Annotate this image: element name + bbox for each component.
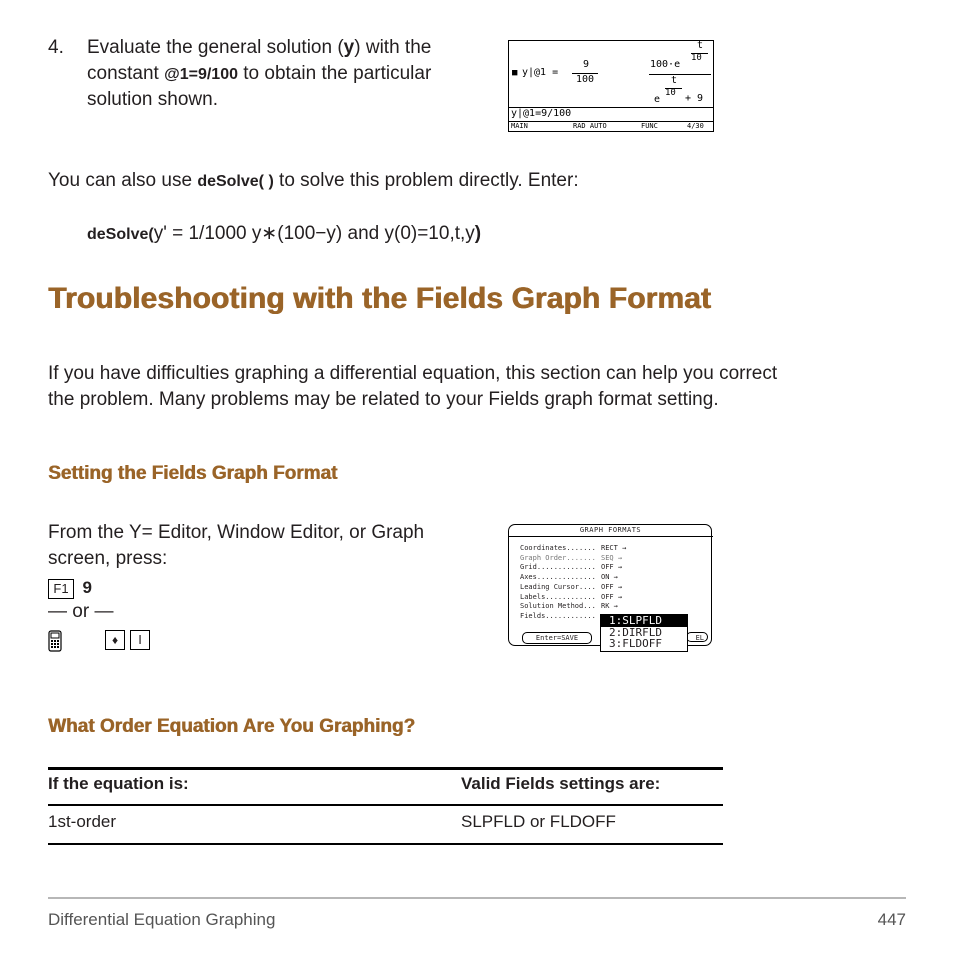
- format-value[interactable]: OFF →: [601, 563, 623, 572]
- intro-line2: the problem. Many problems may be related to your Fields graph format setting.: [48, 389, 719, 410]
- result-bot-expr: e: [654, 94, 661, 105]
- format-settings-list: [520, 544, 596, 622]
- also-text: You can also use: [48, 170, 198, 191]
- step-text-line2: [87, 61, 431, 88]
- command-close: ): [474, 223, 482, 244]
- calculator-screen-home: [508, 40, 714, 132]
- entry-line: y|@1=9/100: [511, 108, 572, 119]
- format-value[interactable]: OFF →: [601, 592, 623, 601]
- command-fn: deSolve(: [87, 226, 154, 243]
- also-use-text: [48, 168, 579, 195]
- footer-chapter: Differential Equation Graphing: [48, 910, 276, 929]
- format-row: Fields............: [520, 611, 596, 620]
- dialog-title: GRAPH FORMATS: [579, 526, 642, 534]
- key-sequence-1: [48, 575, 92, 601]
- subsection-heading-setting: Setting the Fields Graph Format: [48, 463, 338, 484]
- key-sequence-2: [48, 630, 248, 652]
- status-history: 4/30: [687, 122, 704, 130]
- command-args: y' = 1/1000 y∗(100−y) and y(0)=10,t,y: [153, 223, 475, 244]
- status-graph: FUNC: [641, 122, 658, 130]
- fraction-numerator: 9: [582, 59, 590, 70]
- table-header-rule: [48, 804, 723, 806]
- f1-key-icon: F1: [48, 579, 74, 599]
- step-text: to obtain the particular: [238, 63, 432, 84]
- format-row: Grid..............: [520, 563, 596, 572]
- format-value[interactable]: OFF →: [601, 582, 623, 591]
- format-row: Leading Cursor....: [520, 582, 596, 591]
- step-number: 4.: [48, 37, 64, 58]
- format-row: Graph Order.......: [520, 553, 596, 562]
- section-heading: Troubleshooting with the Fields Graph Format: [48, 282, 711, 315]
- fraction-denominator: 100: [575, 74, 595, 85]
- divider: [509, 121, 713, 122]
- step-text-line3: solution shown.: [87, 89, 218, 110]
- status-mode: MAIN: [511, 122, 528, 130]
- command-name: deSolve( ): [197, 173, 274, 190]
- command-line: [87, 221, 481, 248]
- table-cell-order: 1st-order: [48, 812, 117, 831]
- result-ten-mid: 10: [665, 88, 676, 98]
- format-row: Labels............: [520, 592, 596, 601]
- menu-item-slpfld[interactable]: 1:SLPFLD: [601, 615, 687, 627]
- step-text: ) with the: [354, 37, 432, 58]
- calculator-icon: [48, 630, 62, 652]
- or-separator: — or —: [48, 601, 114, 622]
- fields-popup-menu: [600, 614, 688, 652]
- format-value[interactable]: SEQ →: [601, 553, 623, 562]
- step-text-line1: [87, 35, 431, 61]
- footer-divider: [48, 897, 906, 899]
- format-value[interactable]: ON →: [601, 573, 618, 582]
- format-value[interactable]: RECT →: [601, 544, 627, 552]
- bullet-icon: ■: [512, 68, 518, 78]
- result-ten-top: 10: [691, 53, 702, 63]
- menu-item-dirfld[interactable]: 2:DIRFLD: [609, 626, 662, 639]
- diamond-key-icon: ♦: [105, 630, 125, 650]
- table-header-settings: Valid Fields settings are:: [461, 774, 661, 793]
- format-row: Coordinates.......: [520, 544, 596, 552]
- intro-line1: If you have difficulties graphing a differential equation, this section can help you correct: [48, 363, 778, 384]
- table-top-rule: [48, 767, 723, 770]
- esc-cancel-button[interactable]: EL: [686, 632, 708, 642]
- dialog-title-divider: [508, 536, 713, 537]
- i-key-icon: I: [130, 630, 150, 650]
- status-angle: RAD AUTO: [573, 122, 607, 130]
- setting-line2: screen, press:: [48, 548, 168, 569]
- result-t-mid: t: [671, 75, 678, 86]
- table-cell-settings: SLPFLD or FLDOFF: [461, 812, 616, 831]
- format-row: Axes..............: [520, 573, 596, 582]
- step-text: constant: [87, 63, 165, 84]
- table-header-equation: If the equation is:: [48, 774, 189, 793]
- step-text: Evaluate the general solution (: [87, 37, 344, 58]
- key-9: 9: [82, 578, 92, 597]
- result-plus9: + 9: [685, 93, 704, 104]
- menu-item-fldoff[interactable]: 3:FLDOFF: [609, 637, 662, 650]
- step-var: y: [343, 37, 355, 58]
- format-value[interactable]: RK →: [601, 602, 618, 611]
- enter-save-button[interactable]: Enter=SAVE: [522, 632, 592, 644]
- expression-lhs: y|@1 =: [522, 67, 559, 78]
- table-bottom-rule: [48, 843, 723, 845]
- result-fraction-bar: [649, 74, 711, 75]
- subsection-heading-order: What Order Equation Are You Graphing?: [48, 716, 415, 737]
- calculator-screen-graph-formats: [508, 524, 714, 650]
- result-t-top: t: [697, 40, 704, 51]
- page-number: 447: [877, 910, 906, 929]
- also-text: to solve this problem directly. Enter:: [273, 170, 579, 191]
- step-constant: @1=9/100: [164, 66, 238, 83]
- result-top-expr: 100·e: [650, 59, 681, 70]
- format-row: Solution Method...: [520, 602, 596, 611]
- setting-line1: From the Y= Editor, Window Editor, or Graph: [48, 522, 425, 543]
- format-values-list: [601, 544, 626, 612]
